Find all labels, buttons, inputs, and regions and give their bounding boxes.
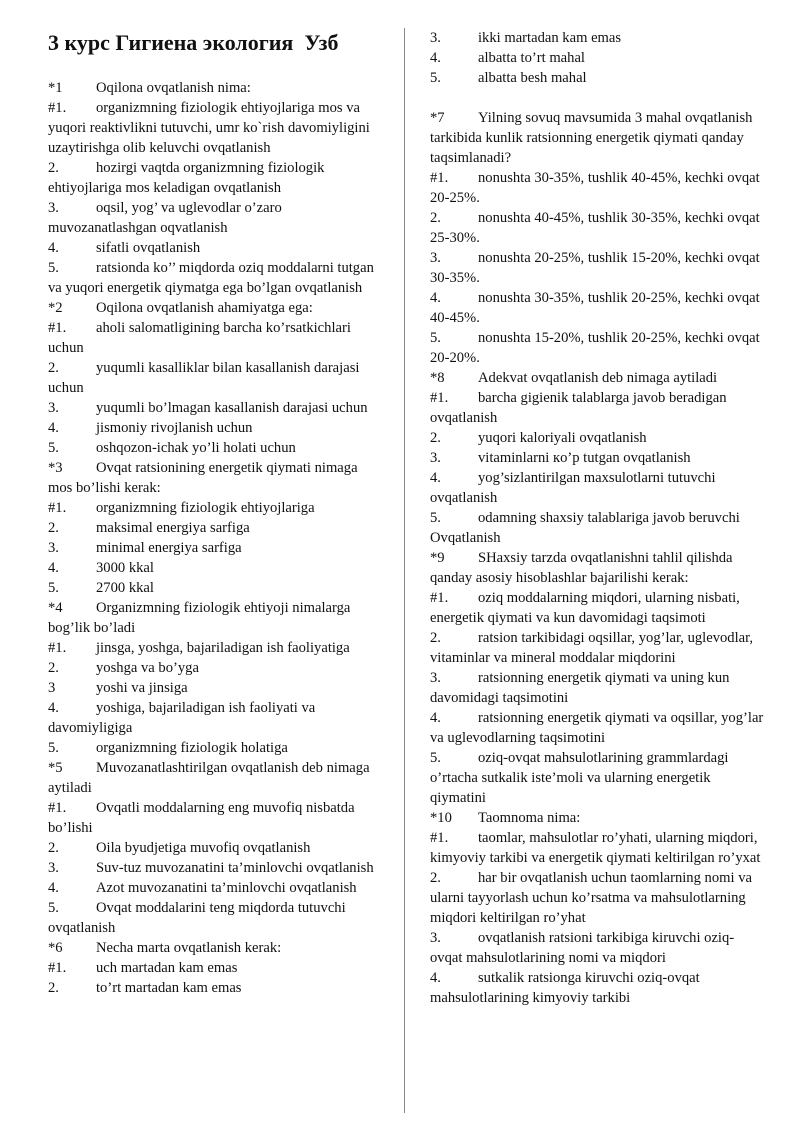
answer-option <box>430 928 766 968</box>
question-number: *8 <box>430 370 445 386</box>
question-number: *1 <box>48 80 63 96</box>
option-text: ratsionda ko’’ miqdorda oziq moddalarni tutgan va yuqori energetik qiymatga ega bo’lgan ovqatlanish <box>48 260 374 296</box>
option-text: Azot muvozanatini ta’minlovchi ovqatlanish <box>96 880 357 896</box>
document-title: 3 курс Гигиена экология Узб <box>48 30 339 55</box>
option-text: hozirgi vaqtda organizmning fiziologik ehtiyojlariga mos keladigan ovqatlanish <box>48 160 325 196</box>
answer-option <box>430 628 766 668</box>
question-number: *6 <box>48 940 63 956</box>
option-number: 2. <box>48 360 59 376</box>
answer-option <box>48 158 384 198</box>
question-number: *3 <box>48 460 63 476</box>
question-item <box>430 548 766 588</box>
answer-option <box>430 668 766 708</box>
option-number: 4. <box>430 290 441 306</box>
answer-option <box>430 468 766 508</box>
option-number: 5. <box>430 510 441 526</box>
answer-option <box>430 708 766 748</box>
option-number: #1. <box>48 500 67 516</box>
option-number: 2. <box>48 160 59 176</box>
option-number: 5. <box>48 900 59 916</box>
question-text: Necha marta ovqatlanish kerak: <box>96 940 282 956</box>
option-number: #1. <box>430 830 449 846</box>
option-text: sifatli ovqatlanish <box>96 240 201 256</box>
question-item <box>48 298 384 318</box>
option-text: ovqatlanish ratsioni tarkibiga kiruvchi oziq-ovqat mahsulotlarining nomi va miqdori <box>430 930 735 966</box>
option-text: nonushta 30-35%, tushlik 20-25%, kechki ovqat 40-45%. <box>430 290 760 326</box>
option-number: 2. <box>430 210 441 226</box>
answer-option <box>430 388 766 428</box>
question-list-right <box>430 108 766 1008</box>
option-text: sutkalik ratsionga kiruvchi oziq-ovqat mahsulotlarining kimyoviy tarkibi <box>430 970 700 1006</box>
option-number: 2. <box>48 840 59 856</box>
answer-option <box>48 198 384 238</box>
option-number: #1. <box>430 390 449 406</box>
answer-option <box>48 698 384 738</box>
option-text: yoshiga, bajariladigan ish faoliyati va davomiyligiga <box>48 700 316 736</box>
answer-option <box>48 978 384 998</box>
answer-option <box>48 678 384 698</box>
option-number: 2. <box>48 660 59 676</box>
answer-option <box>48 958 384 978</box>
question-item <box>430 808 766 828</box>
option-number: 3. <box>430 670 441 686</box>
question-item <box>48 78 384 98</box>
answer-option <box>48 358 384 398</box>
option-text: uch martadan kam emas <box>96 960 238 976</box>
answer-option <box>48 838 384 858</box>
option-number: 5. <box>430 70 441 86</box>
option-number: 5. <box>48 440 59 456</box>
option-text: ratsionning energetik qiymati va oqsillar, yog’lar va uglevodlarning taqsimotini <box>430 710 764 746</box>
question-number: *9 <box>430 550 445 566</box>
option-text: ratsionning energetik qiymati va uning kun davomidagi taqsimotini <box>430 670 730 706</box>
answer-option <box>48 578 384 598</box>
answer-option <box>430 68 766 88</box>
option-number: #1. <box>430 170 449 186</box>
question-text: Taomnoma nima: <box>478 810 581 826</box>
option-number: 2. <box>48 520 59 536</box>
answer-option <box>430 48 766 68</box>
option-number: #1. <box>48 100 67 116</box>
option-number: 5. <box>430 330 441 346</box>
option-text: odamning shaxsiy talablariga javob beruvchi Ovqatlanish <box>430 510 740 546</box>
option-number: 4. <box>430 710 441 726</box>
question-text: Muvozanatlashtirilgan ovqatlanish deb nimaga aytiladi <box>48 760 370 796</box>
option-number: 5. <box>48 260 59 276</box>
option-text: Suv-tuz muvozanatini ta’minlovchi ovqatlanish <box>96 860 374 876</box>
option-number: 4. <box>48 700 59 716</box>
option-number: 2. <box>430 630 441 646</box>
question-item <box>48 938 384 958</box>
question-number: *5 <box>48 760 63 776</box>
option-number: 3. <box>48 860 59 876</box>
question-list-left <box>48 78 384 998</box>
option-number: 2. <box>430 870 441 886</box>
option-text: oqsil, yog’ va uglevodlar o’zaro muvozanatlashgan oqvatlanish <box>48 200 282 236</box>
question-item <box>48 458 384 498</box>
option-number: 4. <box>430 50 441 66</box>
right-column <box>430 28 766 1008</box>
answer-option <box>430 168 766 208</box>
option-text: organizmning fiziologik holatiga <box>96 740 288 756</box>
option-text: vitaminlarni кo’p tutgan ovqatlanish <box>478 450 691 466</box>
question-text: Oqilona ovqatlanish ahamiyatga ega: <box>96 300 313 316</box>
option-number: 4. <box>430 470 441 486</box>
column-divider <box>404 28 405 1113</box>
option-text: organizmning fiziologik ehtiyojlariga <box>96 500 315 516</box>
question-text: Yilning sovuq mavsumida 3 mahal ovqatlanish tarkibida kunlik ratsionning energetik qiymati qanday taqsimlanadi? <box>430 110 753 166</box>
option-number: 2. <box>48 980 59 996</box>
question-number: *7 <box>430 110 445 126</box>
answer-option <box>48 98 384 158</box>
option-text: organizmning fiziologik ehtiyojlariga mos va yuqori reaktivlikni tutuvchi, umr ko`rish davomiyligini uzaytirishga olib keluvchi ovqatlanish <box>48 100 370 156</box>
option-number: #1. <box>430 590 449 606</box>
option-text: Ovqatli moddalarning eng muvofiq nisbatda bo’lishi <box>48 800 355 836</box>
option-number: 5. <box>48 740 59 756</box>
option-number: #1. <box>48 800 67 816</box>
answer-option <box>430 588 766 628</box>
question-text: Adekvat ovqatlanish deb nimaga aytiladi <box>478 370 718 386</box>
option-text: har bir ovqatlanish uchun taomlarning nomi va ularni tayyorlash uchun ko’rsatma va mahsulotlarning miqdori keltirilgan ro’yhat <box>430 870 752 926</box>
option-text: yoshi va jinsiga <box>96 680 188 696</box>
option-text: oziq moddalarning miqdori, ularning nisbati, energetik qiymati va kun davomidagi taqsimoti <box>430 590 740 626</box>
option-text: yuqumli bo’lmagan kasallanish darajasi uchun <box>96 400 368 416</box>
answer-option <box>48 318 384 358</box>
option-text: jismoniy rivojlanish uchun <box>96 420 253 436</box>
answer-option <box>48 258 384 298</box>
option-number: 4. <box>48 560 59 576</box>
option-text: aholi salomatligining barcha ko’rsatkichlari uchun <box>48 320 351 356</box>
option-text: taomlar, mahsulotlar ro’yhati, ularning miqdori, kimyoviy tarkibi va energetik qiymati keltirilgan ro’yxat <box>430 830 761 866</box>
left-column <box>48 28 384 998</box>
question-text: Ovqat ratsionining energetik qiymati nimaga mos bo’lishi kerak: <box>48 460 358 496</box>
option-number: 4. <box>48 420 59 436</box>
option-number: 3. <box>430 450 441 466</box>
answer-option <box>48 878 384 898</box>
answer-option <box>48 738 384 758</box>
option-text: yoshga va bo’yga <box>96 660 199 676</box>
option-number: 3 <box>48 680 56 696</box>
question-item <box>430 368 766 388</box>
answer-option <box>48 898 384 938</box>
answer-option <box>48 398 384 418</box>
option-text: oziq-ovqat mahsulotlarining grammlardagi o’rtacha sutkalik iste’moli va ularning energetik qiymatini <box>430 750 729 806</box>
option-text: nonushta 30-35%, tushlik 40-45%, kechki ovqat 20-25%. <box>430 170 760 206</box>
paragraph-gap <box>430 88 766 108</box>
option-number: 3. <box>430 930 441 946</box>
option-text: Oila byudjetiga muvofiq ovqatlanish <box>96 840 311 856</box>
question-list-right-continued <box>430 28 766 88</box>
option-number: 5. <box>48 580 59 596</box>
option-number: 2. <box>430 430 441 446</box>
question-item <box>48 598 384 638</box>
option-text: minimal energiya sarfiga <box>96 540 242 556</box>
answer-option <box>48 658 384 678</box>
option-text: yuqori kaloriyali ovqatlanish <box>478 430 647 446</box>
answer-option <box>48 518 384 538</box>
option-number: 5. <box>430 750 441 766</box>
option-text: nonushta 40-45%, tushlik 30-35%, kechki ovqat 25-30%. <box>430 210 760 246</box>
question-item <box>430 108 766 168</box>
answer-option <box>48 558 384 578</box>
question-number: *2 <box>48 300 63 316</box>
option-text: nonushta 15-20%, tushlik 20-25%, kechki ovqat 20-20%. <box>430 330 760 366</box>
answer-option <box>430 868 766 928</box>
option-number: 4. <box>48 880 59 896</box>
question-text: SHaxsiy tarzda ovqatlanishni tahlil qilishda qanday asosiy hisoblashlar bajarilishi kerak: <box>430 550 733 586</box>
question-item <box>48 758 384 798</box>
answer-option <box>48 498 384 518</box>
option-text: maksimal energiya sarfiga <box>96 520 250 536</box>
answer-option <box>430 288 766 328</box>
option-text: albatta to’rt mahal <box>478 50 585 66</box>
answer-option <box>48 418 384 438</box>
question-number: *4 <box>48 600 63 616</box>
question-text: Oqilona ovqatlanish nima: <box>96 80 251 96</box>
answer-option <box>430 748 766 808</box>
answer-option <box>48 538 384 558</box>
option-number: 3. <box>430 250 441 266</box>
option-text: yog’sizlantirilgan maxsulotlarni tutuvchi ovqatlanish <box>430 470 716 506</box>
option-text: ratsion tarkibidagi oqsillar, yog’lar, uglevodlar, vitaminlar va mineral moddalar miqdorini <box>430 630 754 666</box>
option-text: barcha gigienik talablarga javob beradigan ovqatlanish <box>430 390 727 426</box>
option-number: 3. <box>48 540 59 556</box>
option-text: ikki martadan kam emas <box>478 30 622 46</box>
answer-option <box>430 208 766 248</box>
answer-option <box>48 638 384 658</box>
option-text: jinsga, yoshga, bajariladigan ish faoliyatiga <box>96 640 350 656</box>
option-number: 4. <box>48 240 59 256</box>
option-text: yuqumli kasalliklar bilan kasallanish darajasi uchun <box>48 360 360 396</box>
option-number: 3. <box>48 200 59 216</box>
option-number: #1. <box>48 320 67 336</box>
answer-option <box>430 428 766 448</box>
question-text: Organizmning fiziologik ehtiyoji nimalarga bog’lik bo’ladi <box>48 600 351 636</box>
answer-option <box>430 508 766 548</box>
answer-option <box>48 238 384 258</box>
answer-option <box>48 438 384 458</box>
option-text: Ovqat moddalarini teng miqdorda tutuvchi ovqatlanish <box>48 900 346 936</box>
option-number: 4. <box>430 970 441 986</box>
option-text: to’rt martadan kam emas <box>96 980 242 996</box>
answer-option <box>48 858 384 878</box>
option-text: nonushta 20-25%, tushlik 15-20%, kechki ovqat 30-35%. <box>430 250 760 286</box>
option-text: oshqozon-ichak yo’li holati uchun <box>96 440 296 456</box>
option-number: 3. <box>48 400 59 416</box>
option-number: #1. <box>48 640 67 656</box>
option-number: #1. <box>48 960 67 976</box>
answer-option <box>430 328 766 368</box>
question-number: *10 <box>430 810 452 826</box>
answer-option <box>430 968 766 1008</box>
option-number: 3. <box>430 30 441 46</box>
answer-option <box>430 248 766 288</box>
option-text: 2700 kkal <box>96 580 154 596</box>
answer-option <box>430 28 766 48</box>
answer-option <box>430 828 766 868</box>
answer-option <box>48 798 384 838</box>
option-text: 3000 kkal <box>96 560 154 576</box>
option-text: albatta besh mahal <box>478 70 587 86</box>
answer-option <box>430 448 766 468</box>
